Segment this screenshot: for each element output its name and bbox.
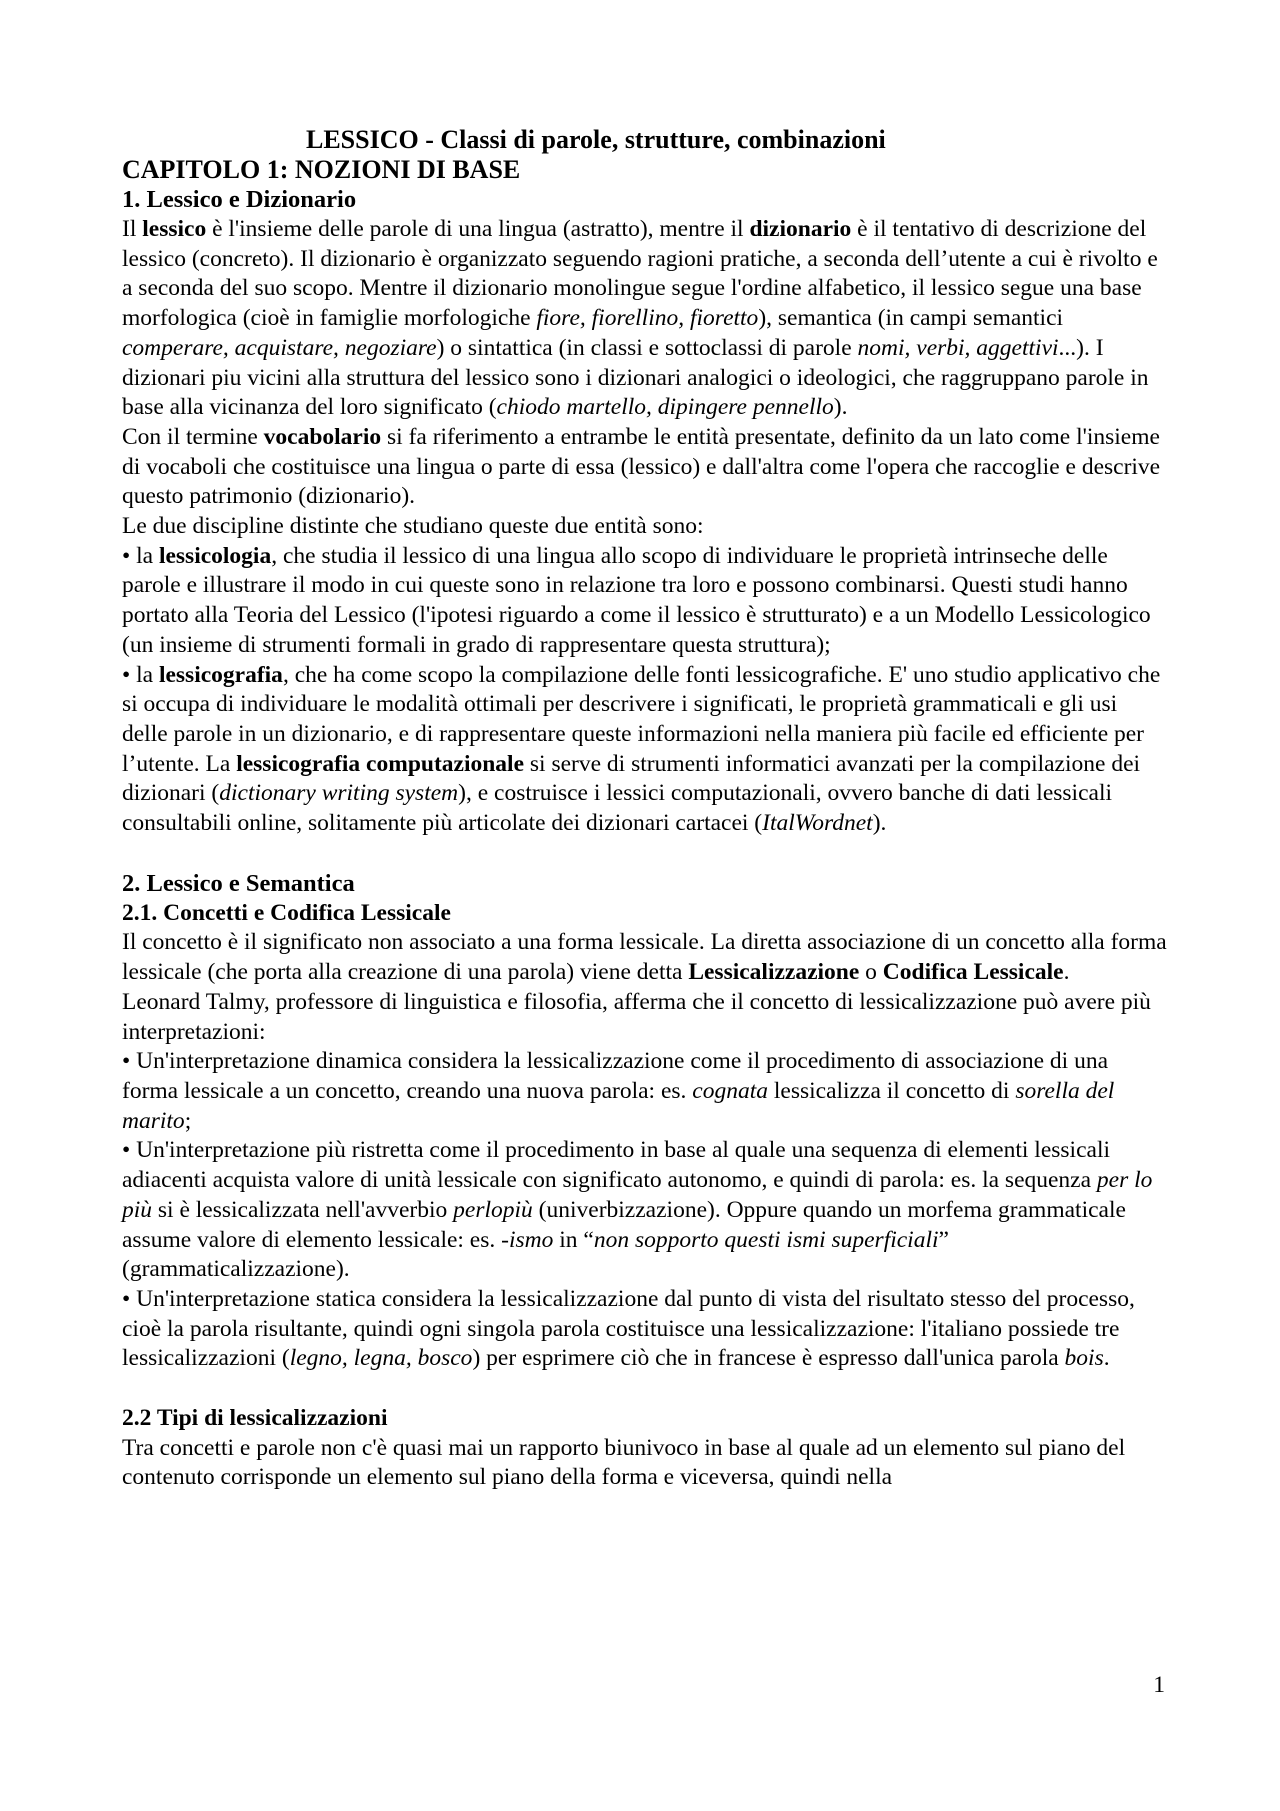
bullet-item: • Un'interpretazione dinamica considera la lessicalizzazione come il procedimento di associazione di una forma lessicale a un concetto, creando una nuova parola: es. cognata lessicalizza il concetto di sorella del marito; bbox=[122, 1048, 1115, 1134]
page-number: 1 bbox=[1153, 1672, 1165, 1698]
bold-term: Lessicalizzazione bbox=[688, 959, 860, 986]
bold-term: dizionario bbox=[749, 216, 852, 242]
bullet-item: • Un'interpretazione statica considera la lessicalizzazione dal punto di vista del risultato stesso del processo, cioè la parola risultante, quindi ogni singola parola costituisce una lessicalizzazione: l'italiano possiede tre lessicalizzazioni (legno, legna, bosco) per esprimere ciò che in francese è espresso dall'unica parola bois. bbox=[122, 1285, 1135, 1372]
chapter-heading: CAPITOLO 1: NOZIONI DI BASE bbox=[122, 155, 521, 184]
bullet-item: • Un'interpretazione più ristretta come il procedimento in base al quale una sequenza di elementi lessicali adiacenti acquista valore di unità lessicale con significato autonomo, e quindi di parola: es. la sequenza per lo più si è lessicalizzata nell'avverbio perlopiù (univerbizzazione). Oppure quando un morfema grammaticale assume valore di elemento lessicale: es. -ismo in “non sopporto questi ismi superficiali” (grammaticalizzazione). bbox=[122, 1137, 1153, 1283]
bold-term: lessico bbox=[142, 216, 207, 242]
section-heading-1: 1. Lessico e Dizionario bbox=[122, 186, 357, 213]
paragraph: Il lessico è l'insieme delle parole di una lingua (astratto), mentre il dizionario è il tentativo di descrizione del lessico (concreto). Il dizionario è organizzato seguendo ragioni pratiche, a seconda dell’utente a cui è rivolto e a seconda del suo scopo. Mentre il dizionario monolingue segue l'ordine alfabetico, il lessico segue una base morfologica (cioè in famiglie morfologiche fiore, fiorellino, fioretto), semantica (in campi semantici comperare, acquistare, negoziare) o sintattica (in classi e sottoclassi di parole nomi, verbi, aggettivi...). I dizionari piu vicini alla struttura del lessico sono i dizionari analogici o ideologici, che raggruppano parole in base alla vicinanza del loro significato (chiodo martello, dipingere pennello). bbox=[122, 216, 1158, 421]
italic-example: chiodo martello, dipingere pennello bbox=[496, 394, 834, 421]
bold-term: lessicologia bbox=[158, 542, 272, 569]
italic-example: ItalWordnet bbox=[762, 810, 873, 837]
bullet-item: • la lessicologia, che studia il lessico di una lingua allo scopo di individuare le proprietà intrinseche delle parole e illustrare il modo in cui queste sono in relazione tra loro e possono combinarsi. Questi studi hanno portato alla Teoria del Lessico (l'ipotesi riguardo a come il lessico è strutturato) e a un Modello Lessicologico (un insieme di strumenti formali in grado di rappresentare questa struttura); bbox=[122, 542, 1151, 658]
subsection-heading-2-2: 2.2 Tipi di lessicalizzazioni bbox=[122, 1405, 388, 1432]
document-title: LESSICO - Classi di parole, strutture, combinazioni bbox=[306, 125, 886, 154]
paragraph: Leonard Talmy, professore di linguistica e filosofia, afferma che il concetto di lessicalizzazione può avere più interpretazioni: bbox=[122, 988, 1151, 1045]
paragraph: Con il termine vocabolario si fa riferimento a entrambe le entità presentate, definito da un lato come l'insieme di vocaboli che costituisce una lingua o parte di essa (lessico) e dall'altra come l'opera che raccoglie e descrive questo patrimonio (dizionario). bbox=[122, 423, 1161, 510]
bold-term: Codifica Lessicale bbox=[882, 959, 1064, 986]
section-heading-2: 2. Lessico e Semantica bbox=[122, 869, 355, 897]
subsection-heading-2-1: 2.1. Concetti e Codifica Lessicale bbox=[122, 899, 451, 926]
italic-example: cognata bbox=[692, 1077, 769, 1104]
italic-example: non sopporto questi ismi superficiali bbox=[593, 1226, 939, 1253]
italic-example: bois bbox=[1064, 1345, 1104, 1372]
italic-example: -ismo bbox=[501, 1226, 554, 1253]
italic-example: sorella del marito bbox=[122, 1077, 1115, 1134]
italic-example: nomi, verbi, aggettivi bbox=[857, 334, 1059, 361]
paragraph: Tra concetti e parole non c'è quasi mai un rapporto biunivoco in base al quale ad un elemento sul piano del contenuto corrisponde un elemento sul piano della forma e viceversa, quindi nella bbox=[122, 1434, 1126, 1491]
paragraph: Le due discipline distinte che studiano queste due entità sono: bbox=[122, 513, 704, 540]
bold-term: lessicografia computazionale bbox=[236, 750, 525, 777]
paragraph: Il concetto è il significato non associato a una forma lessicale. La diretta associazione di un concetto alla forma lessicale (che porta alla creazione di una parola) viene detta Lessicalizzazione o Codifica Lessicale. bbox=[122, 929, 1167, 986]
italic-example: fiore, fiorellino, fioretto bbox=[536, 305, 759, 332]
bold-term: lessicografia bbox=[158, 661, 283, 688]
italic-example: comperare, acquistare, negoziare bbox=[122, 334, 437, 361]
bullet-item: • la lessicografia, che ha come scopo la compilazione delle fonti lessicografiche. E' uno studio applicativo che si occupa di individuare le modalità ottimali per descrivere i significati, le proprietà grammaticali e gli usi delle parole in un dizionario, e di rappresentare queste informazioni nella maniera più facile ed efficiente per l’utente. La lessicografia computazionale si serve di strumenti informatici avanzati per la compilazione dei dizionari (dictionary writing system), e costruisce i lessici computazionali, ovvero banche di dati lessicali consultabili online, solitamente più articolate dei dizionari cartacei (ItalWordnet). bbox=[122, 661, 1161, 837]
italic-example: dictionary writing system bbox=[219, 780, 459, 807]
document-page bbox=[122, 125, 1167, 1493]
italic-example: perlopiù bbox=[453, 1196, 533, 1223]
spacer bbox=[122, 839, 1167, 869]
spacer bbox=[122, 1374, 1167, 1404]
bold-term: vocabolario bbox=[263, 423, 382, 450]
italic-example: per lo più bbox=[122, 1167, 1153, 1223]
italic-example: legno, legna, bosco bbox=[289, 1345, 473, 1372]
